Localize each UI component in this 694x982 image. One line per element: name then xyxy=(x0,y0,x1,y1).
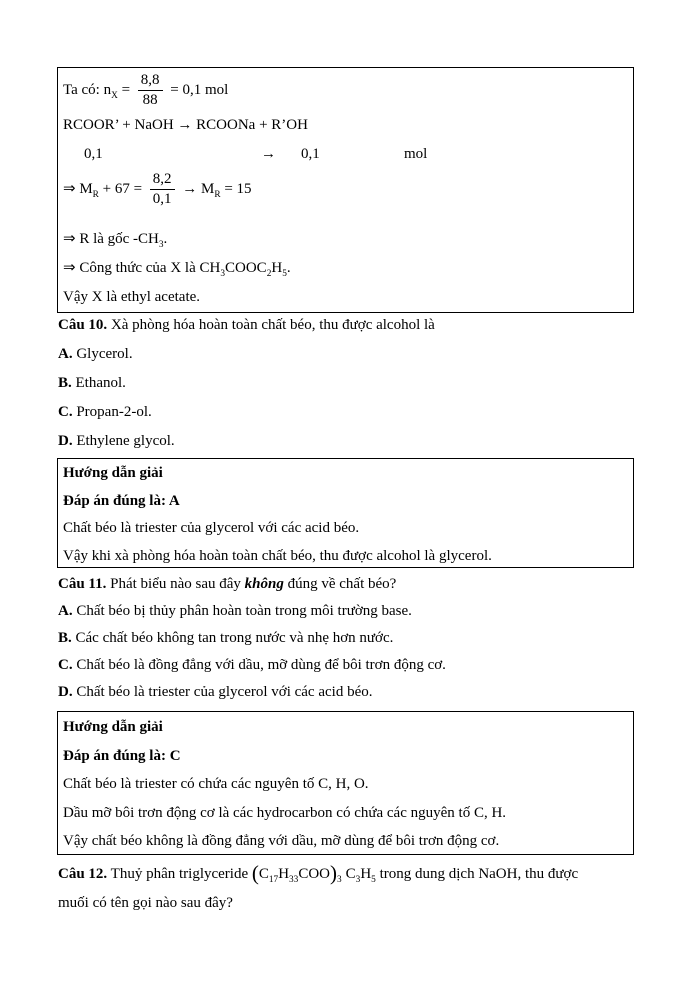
subscript: R xyxy=(214,190,221,200)
solution-heading-text: Hướng dẫn giải xyxy=(63,719,163,735)
subscript: 3 xyxy=(337,875,342,885)
option-label: B. xyxy=(58,375,72,391)
mol-amounts-line xyxy=(63,140,628,169)
option-text: Ethanol. xyxy=(71,375,126,391)
question-11-option-d xyxy=(58,679,636,706)
question-12-label: Câu 12. xyxy=(58,866,108,882)
question-10-title xyxy=(58,311,636,340)
option-text: Các chất béo không tan trong nước và nhẹ hơn nước. xyxy=(71,630,394,646)
solution-box-previous-question xyxy=(57,67,634,313)
subscript: 17 xyxy=(268,875,279,885)
mol-value: 0,1 xyxy=(301,146,320,162)
formula-text: H xyxy=(360,866,372,882)
equation-text: = 0,1 mol xyxy=(166,82,229,98)
subscript: X xyxy=(111,91,118,101)
question-10-option-c xyxy=(58,398,636,427)
fraction-numerator: 8,2 xyxy=(150,171,175,190)
question-10-option-a xyxy=(58,340,636,369)
question-11-title xyxy=(58,571,636,598)
mol-value: 0,1 xyxy=(84,146,103,162)
text: ⇒ Công thức của X là CH xyxy=(63,260,221,276)
solution-box-question-10 xyxy=(57,458,634,568)
solution-answer xyxy=(63,742,628,771)
option-text: Ethylene glycol. xyxy=(72,433,175,449)
chemical-formula xyxy=(251,861,376,885)
question-11-option-a xyxy=(58,598,636,625)
text: . xyxy=(286,260,291,276)
solution-body-line: Vậy khi xà phòng hóa hoàn toàn chất béo, thu được alcohol là glycerol. xyxy=(63,547,492,564)
text: COOC xyxy=(225,260,267,276)
formula-text: C xyxy=(345,866,356,882)
option-label: A. xyxy=(58,603,73,619)
fraction-numerator: 8,8 xyxy=(138,72,163,91)
text: H xyxy=(271,260,283,276)
question-11 xyxy=(58,571,636,706)
fraction xyxy=(138,72,163,109)
option-label: D. xyxy=(58,684,73,700)
conclusion-radical xyxy=(63,225,628,254)
equation-text: Ta có: n xyxy=(63,82,112,98)
solution-answer-text: Đáp án đúng là: C xyxy=(63,747,181,764)
formula-text: C xyxy=(258,866,269,882)
option-label: D. xyxy=(58,433,73,449)
option-text: Glycerol. xyxy=(72,346,133,362)
conclusion-name: Vậy X là ethyl acetate. xyxy=(63,289,201,305)
solution-body-line: Dầu mỡ bôi trơn động cơ là các hydrocarbon có chứa các nguyên tố C, H. xyxy=(63,804,507,821)
subscript: R xyxy=(92,190,99,200)
question-10-text: Xà phòng hóa hoàn toàn chất béo, thu được alcohol là xyxy=(107,317,435,333)
formula-text: COO xyxy=(298,866,330,882)
equation-text: = 15 xyxy=(220,181,252,197)
question-11-text: Phát biểu nào sau đây xyxy=(106,576,245,592)
arrow-symbol: → xyxy=(261,146,276,162)
option-label: C. xyxy=(58,657,73,673)
subscript: 3 xyxy=(158,240,164,250)
solution-box-question-11 xyxy=(57,711,634,855)
question-11-text: đúng về chất béo? xyxy=(283,576,397,592)
fraction-denominator: 0,1 xyxy=(152,191,172,208)
subscript: 3 xyxy=(355,875,361,885)
option-text: Chất béo là triester của glycerol với các acid béo. xyxy=(72,684,373,700)
question-10 xyxy=(58,311,636,456)
question-12-text-line2: muối có tên gọi nào sau đây? xyxy=(58,895,233,911)
subscript: 3 xyxy=(220,269,225,279)
mol-unit: mol xyxy=(404,146,428,162)
equation-molar-mass xyxy=(63,169,628,210)
question-12-title xyxy=(58,858,636,889)
text: . xyxy=(163,231,168,247)
solution-body-line: Vậy chất béo không là đồng đẳng với dầu, mỡ dùng để bôi trơn động cơ. xyxy=(63,833,500,849)
option-label: B. xyxy=(58,630,72,646)
question-11-label: Câu 11. xyxy=(58,576,107,592)
solution-heading xyxy=(63,460,628,488)
subscript: 5 xyxy=(282,269,287,279)
equation-mol-calculation xyxy=(63,70,628,111)
solution-heading xyxy=(63,713,628,742)
formula-text: H xyxy=(278,866,290,882)
reaction-equation: RCOOR’ + NaOH → RCOONa + R’OH xyxy=(63,117,308,133)
subscript: 33 xyxy=(289,875,299,885)
option-text: Chất béo là đồng đẳng với dầu, mỡ dùng để bôi trơn động cơ. xyxy=(72,657,446,673)
solution-body-line: Chất béo là triester của glycerol với các acid béo. xyxy=(63,520,360,536)
subscript: 2 xyxy=(266,269,272,279)
question-10-label: Câu 10. xyxy=(58,317,108,333)
question-10-option-b xyxy=(58,369,636,398)
equation-text: = xyxy=(117,82,134,98)
question-12 xyxy=(58,858,636,918)
option-label: A. xyxy=(58,346,73,362)
left-parenthesis: ( xyxy=(251,861,259,885)
conclusion-formula xyxy=(63,254,628,283)
question-11-option-b xyxy=(58,625,636,652)
right-parenthesis: ) xyxy=(330,861,337,885)
solution-answer xyxy=(63,488,628,516)
solution-heading-text: Hướng dẫn giải xyxy=(63,465,163,481)
solution-answer-text: Đáp án đúng là: A xyxy=(63,492,180,509)
question-12-text: trong dung dịch NaOH, thu được xyxy=(375,866,579,882)
question-12-text: Thuỷ phân triglyceride xyxy=(107,866,252,882)
equation-text: + 67 = xyxy=(98,181,146,197)
question-10-option-d xyxy=(58,427,636,456)
fraction-denominator: 88 xyxy=(142,92,158,109)
text: ⇒ R là gốc -CH xyxy=(63,231,159,247)
equation-text: → M xyxy=(178,181,215,197)
subscript: 5 xyxy=(371,875,376,885)
question-11-emphasis: không xyxy=(244,576,284,592)
fraction xyxy=(150,171,175,208)
solution-body-line: Chất béo là triester có chứa các nguyên tố C, H, O. xyxy=(63,776,369,792)
equation-text: ⇒ M xyxy=(63,181,93,197)
option-text: Propan-2-ol. xyxy=(72,404,152,420)
question-11-option-c xyxy=(58,652,636,679)
option-text: Chất béo bị thủy phân hoàn toàn trong môi trường base. xyxy=(72,603,412,619)
option-label: C. xyxy=(58,404,73,420)
